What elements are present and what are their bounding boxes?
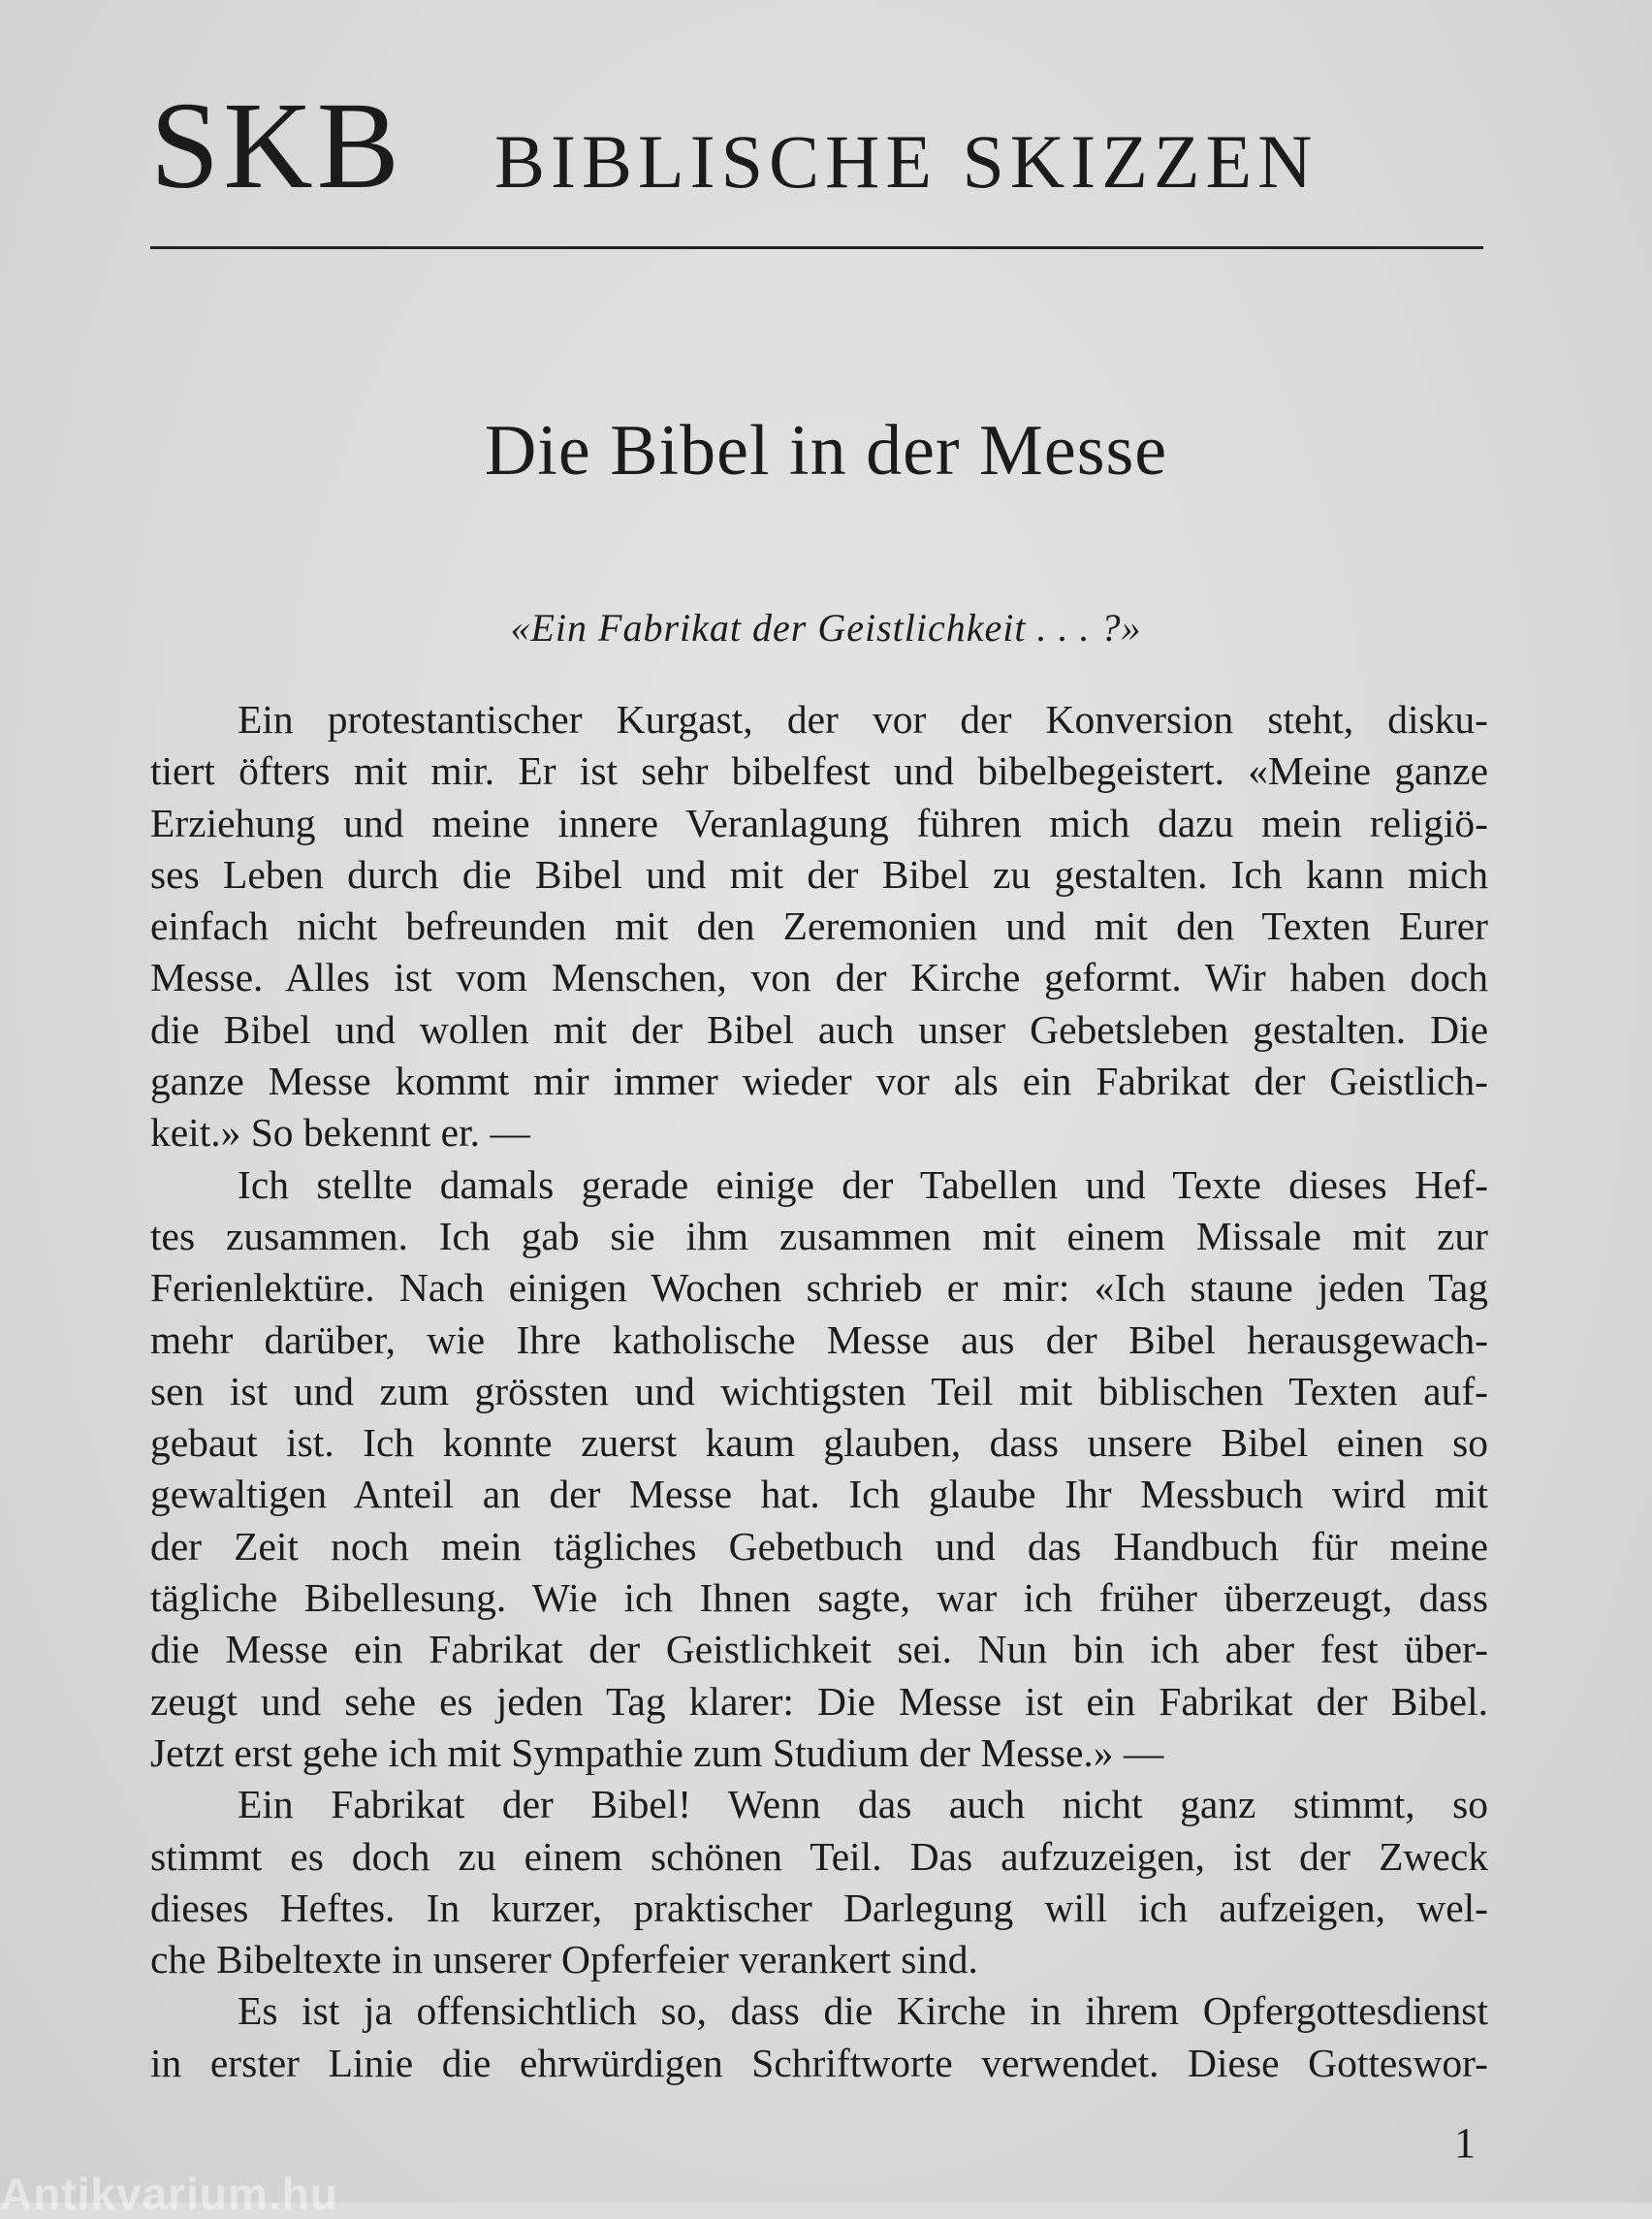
body-line: der Zeit noch mein tägliches Gebetbuch und das Handbuch für meine <box>150 1523 1488 1569</box>
series-mark: SKB <box>150 77 403 214</box>
series-title: BIBLISCHE SKIZZEN <box>494 119 1318 204</box>
watermark-text: Antikvarium.hu <box>0 2169 338 2219</box>
article-subtitle: «Ein Fabrikat der Geistlichkeit . . . ?» <box>510 606 1142 650</box>
body-line: sen ist und zum grössten und wichtigsten Teil mit biblischen Texten auf- <box>150 1368 1488 1413</box>
body-text <box>150 694 1488 2089</box>
body-line: zeugt und sehe es jeden Tag klarer: Die Messe ist ein Fabrikat der Bibel. <box>150 1678 1488 1724</box>
body-line: stimmt es doch zu einem schönen Teil. Das aufzuzeigen, ist der Zweck <box>150 1833 1488 1879</box>
series-header <box>150 78 1483 213</box>
body-line: in erster Linie die ehrwürdigen Schriftworte verwendet. Diese Gotteswor- <box>150 2040 1488 2085</box>
body-line: Ein protestantischer Kurgast, der vor der Konversion steht, disku- <box>238 697 1488 742</box>
body-line: Ferienlektüre. Nach einigen Wochen schrieb er mir: «Ich staune jeden Tag <box>150 1265 1488 1311</box>
body-line: che Bibeltexte in unserer Opferfeier verankert sind. <box>150 1937 978 1982</box>
body-line: die Messe ein Fabrikat der Geistlichkeit sei. Nun bin ich aber fest über- <box>150 1627 1488 1672</box>
body-line: dieses Heftes. In kurzer, praktischer Darlegung will ich aufzeigen, wel- <box>150 1885 1488 1930</box>
body-line: Messe. Alles ist vom Menschen, von der Kirche geformt. Wir haben doch <box>150 955 1488 1000</box>
body-line: ganze Messe kommt mir immer wieder vor als ein Fabrikat der Geistlich- <box>150 1059 1488 1104</box>
body-line: die Bibel und wollen mit der Bibel auch unser Gebetsleben gestalten. Die <box>150 1006 1488 1052</box>
article-title: Die Bibel in der Messe <box>484 411 1168 491</box>
body-line: tiert öfters mit mir. Er ist sehr bibelfest und bibelbegeistert. «Meine ganze <box>150 748 1488 794</box>
body-line: mehr darüber, wie Ihre katholische Messe aus der Bibel herausgewach- <box>150 1316 1488 1362</box>
body-line: Erziehung und meine innere Veranlagung führen mich dazu mein religiö- <box>150 800 1488 845</box>
body-line: Ein Fabrikat der Bibel! Wenn das auch nicht ganz stimmt, so <box>238 1782 1488 1827</box>
body-line: tägliche Bibellesung. Wie ich Ihnen sagte, war ich früher überzeugt, dass <box>150 1575 1488 1621</box>
body-line: tes zusammen. Ich gab sie ihm zusammen mit einem Missale mit zur <box>150 1213 1488 1258</box>
body-line: Ich stellte damals gerade einige der Tabellen und Texte dieses Hef- <box>238 1161 1488 1207</box>
body-line: Es ist ja offensichtlich so, dass die Kirche in ihrem Opfergottesdienst <box>238 1988 1488 2034</box>
page-number: 1 <box>1454 2119 1476 2167</box>
body-line: gebaut ist. Ich konnte zuerst kaum glauben, dass unsere Bibel einen so <box>150 1420 1488 1466</box>
header-rule <box>150 246 1483 249</box>
body-line: gewaltigen Anteil an der Messe hat. Ich glaube Ihr Messbuch wird mit <box>150 1472 1488 1517</box>
body-line: einfach nicht befreunden mit den Zeremonien und mit den Texten Eurer <box>150 903 1488 949</box>
body-line: ses Leben durch die Bibel und mit der Bibel zu gestalten. Ich kann mich <box>150 851 1488 897</box>
body-line: keit.» So bekennt er. — <box>150 1110 530 1156</box>
body-line: Jetzt erst gehe ich mit Sympathie zum Studium der Messe.» — <box>150 1729 1164 1775</box>
